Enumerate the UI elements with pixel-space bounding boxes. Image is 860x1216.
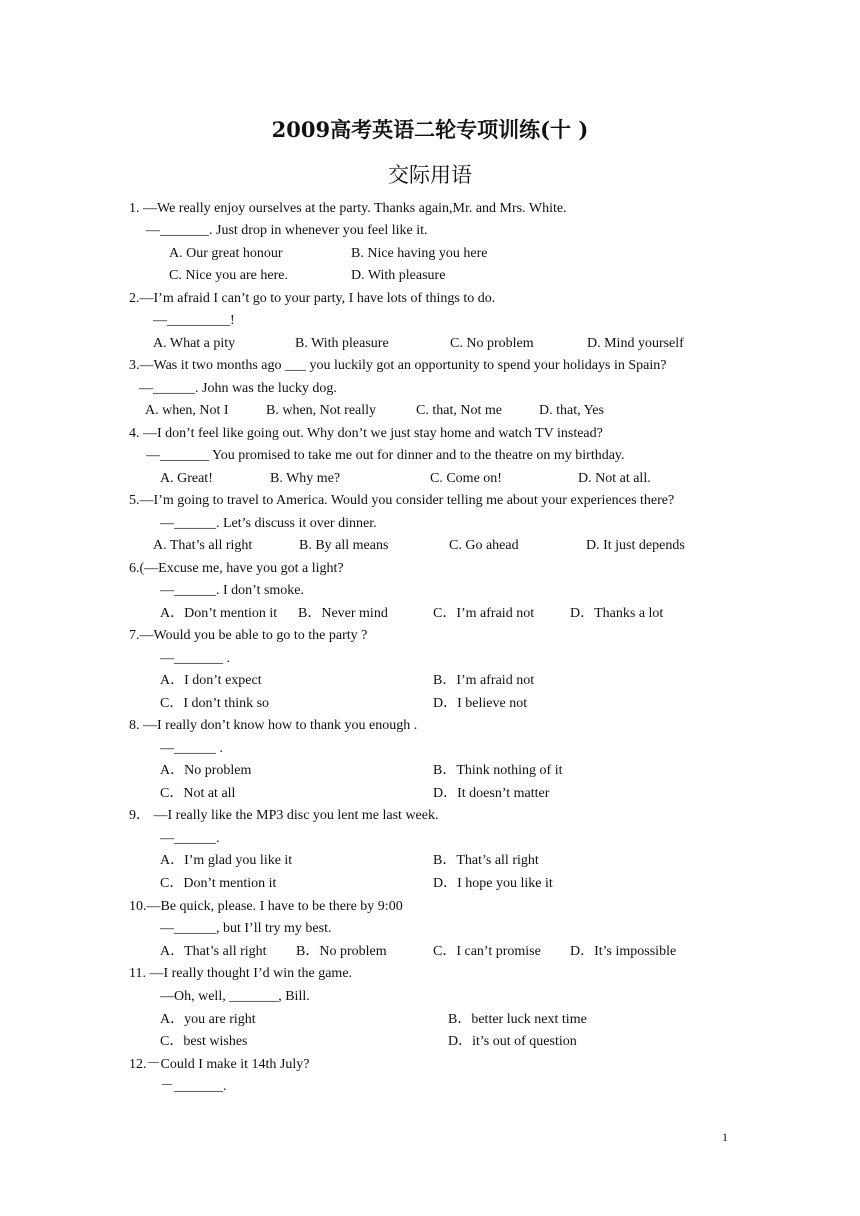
question-stem: 5.—I’m going to travel to America. Would you consider telling me about your experiences there? [129,493,675,508]
question-stem: 2.—I’m afraid I can’t go to your party, I have lots of things to do. [129,291,496,306]
question-stem: 11. —I really thought I’d win the game. [129,966,353,981]
option-b: B．No problem [296,944,387,959]
option-d: D. Not at all. [578,471,651,486]
option-d: D．It doesn’t matter [433,786,550,801]
question-reply: —_______ You promised to take me out for dinner and to the theatre on my birthday. [146,448,625,463]
question-reply: —______. John was the lucky dog. [139,381,337,396]
question-reply: —_______ . [160,651,230,666]
option-c: C. Go ahead [449,538,519,553]
option-d: D. It just depends [586,538,685,553]
option-d: D. With pleasure [351,268,446,283]
option-a: A．That’s all right [160,944,267,959]
question-stem: 3.—Was it two months ago ___ you luckily got an opportunity to spend your holidays in Spain? [129,358,667,373]
option-a: A. when, Not I [145,403,229,418]
question-reply: —Oh, well, _______, Bill. [160,989,310,1004]
option-b: B．That’s all right [433,853,539,868]
option-a: A．you are right [160,1012,256,1027]
question-reply: —_______. Just drop in whenever you feel like it. [146,223,428,238]
option-c: C．best wishes [160,1034,248,1049]
option-b: B．Never mind [298,606,388,621]
option-d: D．Thanks a lot [570,606,664,621]
option-b: B. Nice having you here [351,246,488,261]
option-a: A. That’s all right [153,538,253,553]
option-a: A. Great! [160,471,213,486]
document-subtitle: 交际用语 [388,163,472,187]
option-c: C．I don’t think so [160,696,270,711]
option-b: B. By all means [299,538,389,553]
option-a: A．Don’t mention it [160,606,278,621]
page-number: 1 [722,1130,728,1144]
option-c: C. that, Not me [416,403,502,418]
option-d: D. Mind yourself [587,336,684,351]
question-reply: —______. Let’s discuss it over dinner. [160,516,377,531]
question-reply: —______. I don’t smoke. [160,583,305,598]
question-reply: —______. [160,831,220,846]
option-c: C．I can’t promise [433,944,541,959]
option-c: C．Not at all [160,786,236,801]
question-reply: －_______. [160,1079,227,1094]
question-reply: —______, but I’ll try my best. [160,921,332,936]
option-d: D．I hope you like it [433,876,553,891]
option-c: C．I’m afraid not [433,606,535,621]
question-stem: 9． —I really like the MP3 disc you lent me last week. [129,808,439,823]
question-stem: 12.－Could I make it 14th July? [129,1057,310,1072]
option-b: B．I’m afraid not [433,673,535,688]
question-stem: 6.(—Excuse me, have you got a light? [129,561,344,576]
question-reply: —______ . [160,741,223,756]
option-a: A．No problem [160,763,252,778]
option-c: C．Don’t mention it [160,876,277,891]
option-b: B．better luck next time [448,1012,587,1027]
option-c: C. Come on! [430,471,502,486]
option-b: B. Why me? [270,471,341,486]
option-b: B. With pleasure [295,336,389,351]
option-d: D．It’s impossible [570,944,677,959]
question-stem: 7.—Would you be able to go to the party ? [129,628,368,643]
option-d: D．it’s out of question [448,1034,577,1049]
option-a: A. What a pity [153,336,236,351]
option-c: C. Nice you are here. [169,268,288,283]
option-a: A. Our great honour [169,246,283,261]
option-c: C. No problem [450,336,534,351]
option-a: A．I don’t expect [160,673,262,688]
option-a: A．I’m glad you like it [160,853,293,868]
option-d: D．I believe not [433,696,528,711]
option-d: D. that, Yes [539,403,604,418]
option-b: B．Think nothing of it [433,763,563,778]
question-stem: 8. —I really don’t know how to thank you enough . [129,718,418,733]
question-stem: 10.—Be quick, please. I have to be there by 9:00 [129,899,403,914]
question-reply: —_________! [153,313,235,328]
question-stem: 1. —We really enjoy ourselves at the party. Thanks again,Mr. and Mrs. White. [129,201,567,216]
option-b: B. when, Not really [266,403,377,418]
document-title: 2009高考英语二轮专项训练(十 ) [271,117,589,142]
question-stem: 4. —I don’t feel like going out. Why don’t we just stay home and watch TV instead? [129,426,603,441]
